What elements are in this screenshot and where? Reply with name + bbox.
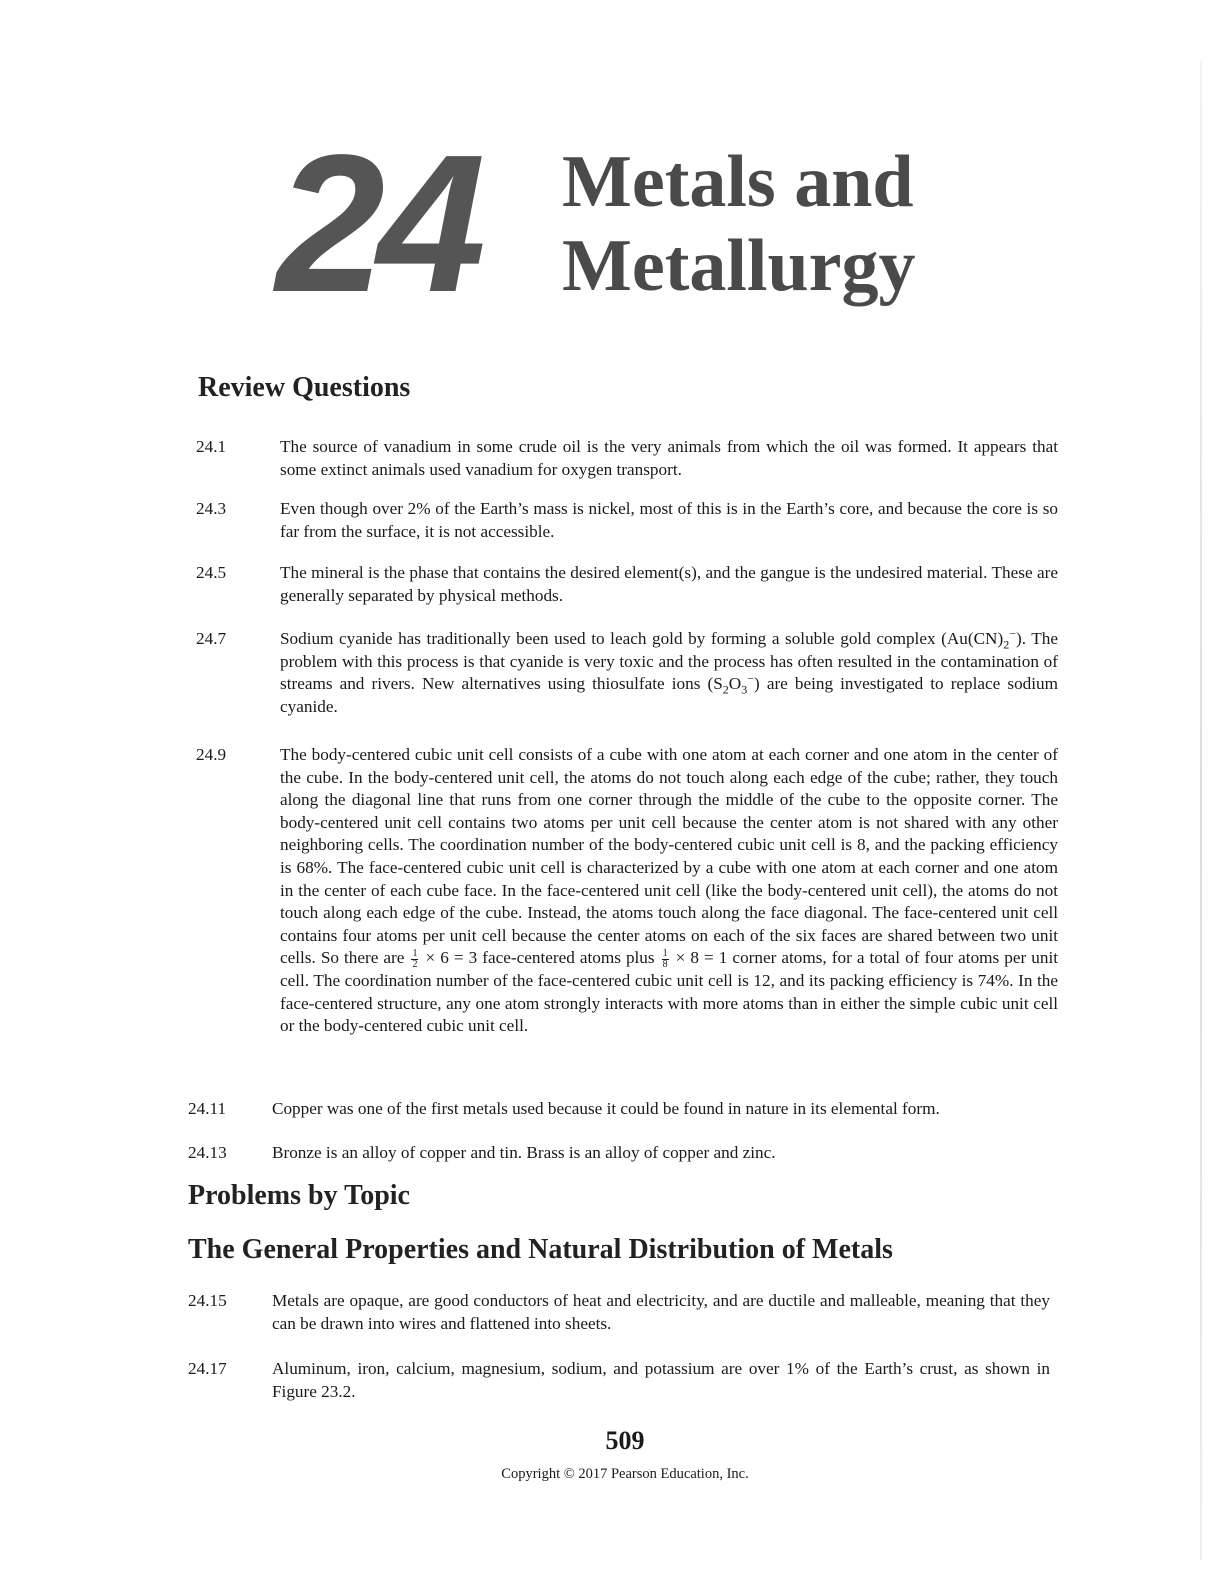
chapter-title — [562, 140, 1082, 308]
item-number: 24.9 — [196, 745, 227, 764]
scan-page-edge — [1200, 60, 1202, 1560]
item-number: 24.5 — [196, 563, 227, 582]
section-heading-general-properties: The General Properties and Natural Distribution of Metals — [188, 1234, 893, 1265]
copyright-notice: Copyright © 2017 Pearson Education, Inc. — [501, 1466, 749, 1482]
item-text: The source of vanadium in some crude oil is the very animals from which the oil was formed. It appears that some extinct animals used vanadium for oxygen transport. — [280, 437, 1058, 479]
item-number: 24.1 — [196, 437, 227, 456]
item-text: The body-centered cubic unit cell consists of a cube with one atom at each corner and one atom in the center of the cube. In the body-centered unit cell, the atoms do not touch along each edge of the cube; rather, they touch along the diagonal line that runs from one corner through the middle of the cube to the opposite corner. The body-centered unit cell contains two atoms per unit cell because the center atom is not shared with any other neighboring cells. The coordination number of the body-centered cubic unit cell is 8, and the packing efficiency is 68%. The face-centered cubic unit cell is characterized by a cube with one atom at each corner and one atom in the center of each cube face. In the face-centered unit cell (like the body-centered unit cell), the atoms do not touch along each edge of the cube. Instead, the atoms touch along the face diagonal. The face-centered unit cell contains four atoms per unit cell because the center atoms on each of the six faces are shared between two unit cells. So there are $\frac{1}{2}$ × 6 = 3 face-centered atoms plus $\frac{1}{8}$ × 8 = 1 corner atoms, for a total of four atoms per unit cell. The coordination number of the face-centered cubic unit cell is 12, and its packing efficiency is 74%. In the face-centered structure, any one atom strongly interacts with more atoms than in either the simple cubic unit cell or the body-centered cubic unit cell. — [280, 745, 1058, 1036]
item-text: Even though over 2% of the Earth’s mass is nickel, most of this is in the Earth’s core, and because the core is so far from the surface, it is not accessible. — [280, 499, 1058, 541]
item-text: Aluminum, iron, calcium, magnesium, sodium, and potassium are over 1% of the Earth’s crust, as shown in Figure 23.2. — [272, 1359, 1050, 1401]
section-heading-review-questions: Review Questions — [198, 372, 411, 403]
item-number: 24.17 — [188, 1359, 227, 1378]
item-text: Sodium cyanide has traditionally been used to leach gold by forming a soluble gold complex $(Au(CN)_2^-)$. The problem with this process is that cyanide is very toxic and the process has often resulted in the contamination of streams and rivers. New alternatives using thiosulfate ions $(S_2O_3^-)$ are being investigated to replace sodium cyanide. — [280, 626, 1059, 716]
item-number: 24.3 — [196, 499, 227, 518]
chapter-title-line-1: Metals and — [562, 141, 914, 223]
item-number: 24.15 — [188, 1291, 227, 1310]
item-text: The mineral is the phase that contains the desired element(s), and the gangue is the undesired material. These are generally separated by physical methods. — [280, 563, 1058, 605]
fraction-one-eighth: $\frac{1}{8}$ — [662, 947, 668, 970]
item-number: 24.11 — [188, 1099, 227, 1118]
item-text: Bronze is an alloy of copper and tin. Brass is an alloy of copper and zinc. — [272, 1143, 776, 1162]
page-number: 509 — [605, 1426, 645, 1455]
chapter-number: 24 — [276, 114, 479, 333]
chapter-title-line-2: Metallurgy — [562, 225, 916, 307]
section-heading-problems-by-topic: Problems by Topic — [188, 1180, 410, 1211]
item-number: 24.7 — [196, 629, 227, 648]
item-text: Copper was one of the first metals used because it could be found in nature in its elemental form. — [272, 1099, 940, 1118]
item-text: Metals are opaque, are good conductors of heat and electricity, and are ductile and malleable, meaning that they can be drawn into wires and flattened into sheets. — [272, 1291, 1050, 1333]
fraction-one-half: $\frac{1}{2}$ — [412, 947, 418, 970]
item-number: 24.13 — [188, 1143, 227, 1162]
